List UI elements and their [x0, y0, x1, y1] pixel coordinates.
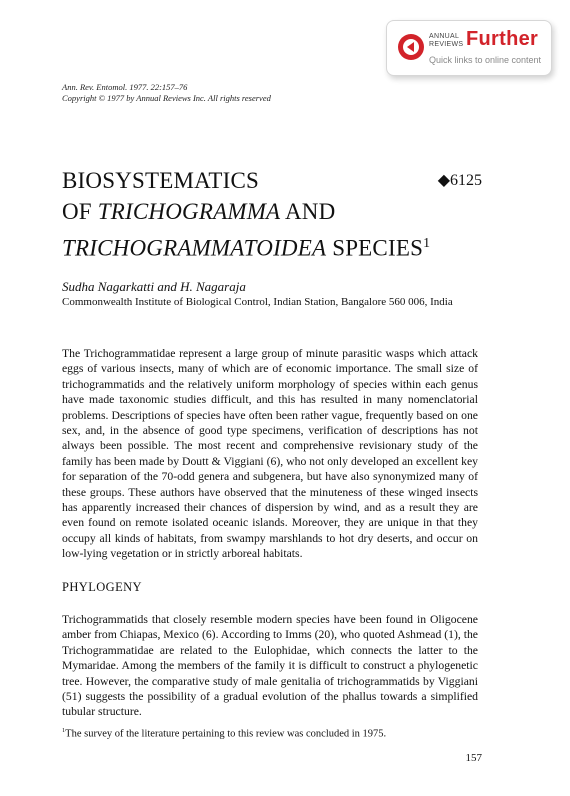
title-footnote-mark: 1 [423, 235, 431, 250]
banner-reviews: REVIEWS [429, 41, 464, 48]
authors: Sudha Nagarkatti and H. Nagaraja [62, 279, 246, 294]
title-line-3-suffix: SPECIES [326, 235, 424, 261]
annual-reviews-logo-icon [397, 33, 425, 61]
journal-meta [62, 82, 271, 104]
footnote-mark: 1 [62, 727, 66, 734]
footnote [62, 727, 386, 740]
section-heading: PHYLOGENY [62, 580, 142, 594]
intro-paragraph: The Trichogrammatidae represent a large group of minute parasitic wasps which attack eggs of various insects, many of which are of economic importance. The small size of trichogrammatids and the relatively uniform morphology of species within each genus have made taxonomic studies difficult, and this has resulted in many nomenclatorial problems. Descriptions of species have often been rather vague, frequently based on one sex, and, in the absence of good type specimens, verification of descriptions has not always been possible. The most recent and comprehensive revisionary study of the family has been made by Doutt & Viggiani (6), who not only developed an excellent key for separation of the 70-odd genera and subgenera, but have also synonymized many of these groups. These authors have observed that the minuteness of these winged insects has apparently increased their chances of dispersion by wind, and as a result they are even found on remote isolated oceanic islands. Moreover, they are unique in that they occupy all kinds of habitats, from swampy marshlands to hot dry deserts, and occur on low-lying vegetation or in strictly arboreal habitats. [62, 347, 478, 561]
citation: Ann. Rev. Entomol. 1977. 22:157–76 [62, 82, 188, 92]
phylogeny-paragraph: Trichogrammatids that closely resemble modern species have been found in Oligocene amber from Chiapas, Mexico (6). According to Imms (20), who quoted Ashmead (1), the Trichogrammatidae are related to the Eulophidae, which connects the latter to the Mymaridae. Among the members of the family it is difficult to construct a phylogenetic tree. However, the comparative study of male genitalia of trichogrammatids by Viggiani (51) suggests the possibility of a gradual evolution of the phallus towards a simplified tubular structure. [62, 613, 478, 719]
footnote-text: The survey of the literature pertaining to this review was concluded in 1975. [65, 728, 387, 740]
banner-further: Further [466, 28, 539, 50]
title-line-1: BIOSYSTEMATICS [62, 168, 260, 193]
title-line-2-prefix: OF [62, 199, 98, 224]
banner-publisher [429, 33, 463, 49]
affiliation: Commonwealth Institute of Biological Control, Indian Station, Bangalore 560 006, India [62, 296, 453, 308]
banner-subtitle: Quick links to online content [429, 55, 542, 65]
further-banner[interactable] [386, 20, 552, 76]
article-title [62, 165, 430, 264]
copyright: Copyright © 1977 by Annual Reviews Inc. All rights reserved [62, 93, 271, 103]
banner-annual: ANNUAL [429, 33, 460, 40]
title-line-2-suffix: AND [280, 199, 336, 224]
article-code: ◆6125 [437, 172, 482, 189]
title-line-3-genus: TRICHOGRAMMATOIDEA [62, 235, 327, 261]
page-number: 157 [465, 752, 482, 764]
title-line-2-genus: TRICHOGRAMMA [97, 199, 281, 224]
